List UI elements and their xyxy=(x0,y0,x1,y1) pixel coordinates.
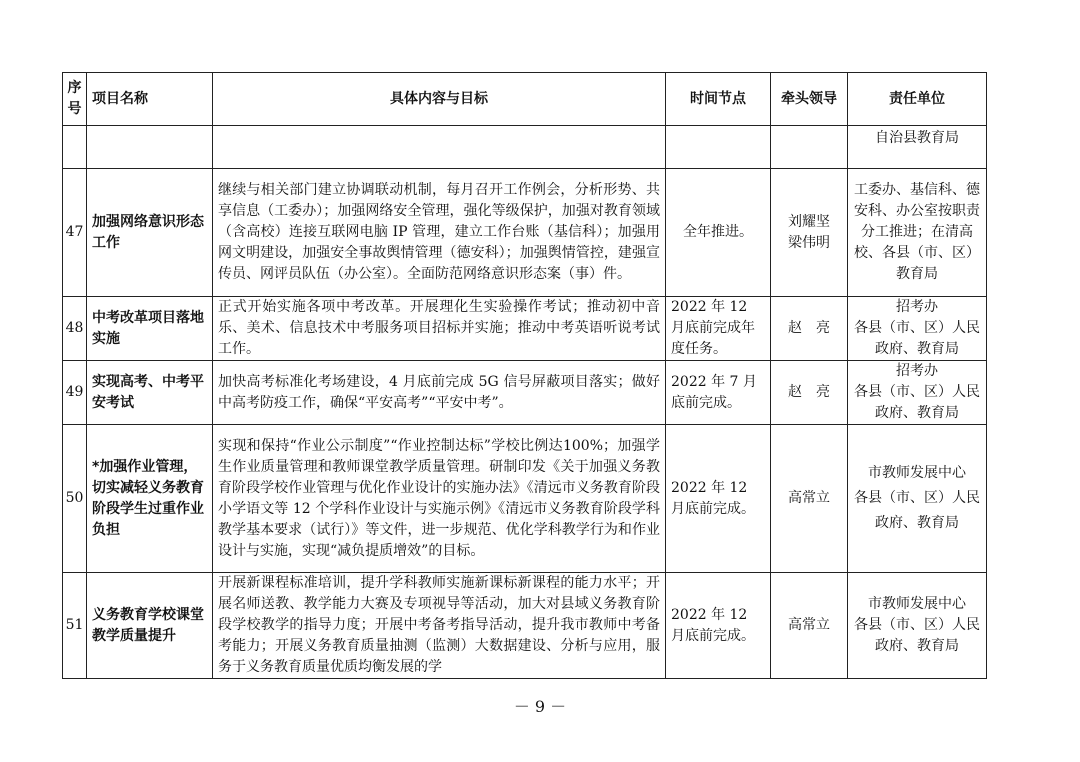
header-unit: 责任单位 xyxy=(848,73,987,126)
cell-time: 2022 年 12 月底前完成年度任务。 xyxy=(666,297,771,361)
cell-content: 继续与相关部门建立协调联动机制，每月召开工作例会，分析形势、共享信息（工委办）；加强网络安全管理，强化等级保护，加强对教育领域（含高校）连接互联网电脑 IP 管理，建立工作台账（基信科）；加强用网文明建设，加强安全事故舆情管理（德安科）；加强舆情管控，建强宣传员、网评员队伍（办公室）。全面防范网络意识形态案（事）件。 xyxy=(213,169,666,297)
cell-leader: 刘耀坚 梁伟明 xyxy=(771,169,848,297)
header-seq: 序号 xyxy=(63,73,87,126)
cell-content: 正式开始实施各项中考改革。开展理化生实验操作考试；推动初中音乐、美术、信息技术中考服务项目招标并实施；推动中考英语听说考试工作。 xyxy=(213,297,666,361)
cell-leader: 赵 亮 xyxy=(771,297,848,361)
header-leader: 牵头领导 xyxy=(771,73,848,126)
cell-empty xyxy=(63,126,87,169)
table-row xyxy=(63,425,987,573)
cell-unit: 自治县教育局 xyxy=(848,126,987,169)
header-time: 时间节点 xyxy=(666,73,771,126)
table-row-continued xyxy=(63,126,987,169)
cell-seq: 49 xyxy=(63,361,87,425)
cell-empty xyxy=(666,126,771,169)
cell-seq: 50 xyxy=(63,425,87,573)
cell-leader: 高常立 xyxy=(771,573,848,679)
header-content: 具体内容与目标 xyxy=(213,73,666,126)
cell-unit: 市教师发展中心 各县（市、区）人民政府、教育局 xyxy=(848,573,987,679)
cell-empty xyxy=(213,126,666,169)
work-plan-table xyxy=(62,72,987,679)
table-row xyxy=(63,361,987,425)
cell-empty xyxy=(87,126,213,169)
cell-project-name: 实现高考、中考平安考试 xyxy=(87,361,213,425)
cell-leader: 高常立 xyxy=(771,425,848,573)
cell-project-name: 加强网络意识形态工作 xyxy=(87,169,213,297)
cell-time: 2022 年 7 月底前完成。 xyxy=(666,361,771,425)
cell-seq: 47 xyxy=(63,169,87,297)
cell-time: 全年推进。 xyxy=(666,169,771,297)
cell-content: 实现和保持“作业公示制度”“作业控制达标”学校比例达100%；加强学生作业质量管理和教师课堂教学质量管理。研制印发《关于加强义务教育阶段学校作业管理与优化作业设计的实施办法》《清远市义务教育阶段小学语文等 12 个学科作业设计与实施示例》《清远市义务教育阶段学科教学基本要求（试行）》等文件，进一步规范、优化学科教学行为和作业设计与实施，实现“减负提质增效”的目标。 xyxy=(213,425,666,573)
cell-empty xyxy=(771,126,848,169)
header-row xyxy=(63,73,987,126)
cell-seq: 51 xyxy=(63,573,87,679)
cell-seq: 48 xyxy=(63,297,87,361)
cell-time: 2022 年 12 月底前完成。 xyxy=(666,573,771,679)
table-row xyxy=(63,297,987,361)
cell-project-name: 义务教育学校课堂教学质量提升 xyxy=(87,573,213,679)
header-project-name: 项目名称 xyxy=(87,73,213,126)
cell-project-name: 中考改革项目落地实施 xyxy=(87,297,213,361)
cell-unit: 招考办 各县（市、区）人民政府、教育局 xyxy=(848,297,987,361)
cell-unit: 市教师发展中心 各县（市、区）人民政府、教育局 xyxy=(848,425,987,573)
cell-unit: 招考办 各县（市、区）人民政府、教育局 xyxy=(848,361,987,425)
cell-time: 2022 年 12 月底前完成。 xyxy=(666,425,771,573)
cell-unit: 工委办、基信科、德安科、办公室按职责分工推进；在清高校、各县（市、区）教育局 xyxy=(848,169,987,297)
cell-content: 开展新课程标准培训，提升学科教师实施新课标新课程的能力水平；开展名师送教、教学能力大赛及专项视导等活动，加大对县域义务教育阶段学校教学的指导力度；开展中考备考指导活动，提升我市教师中考备考能力；开展义务教育质量抽测（监测）大数据建设、分析与应用，服务于义务教育质量优质均衡发展的学 xyxy=(213,573,666,679)
table-row xyxy=(63,169,987,297)
table-row xyxy=(63,573,987,679)
cell-project-name: *加强作业管理，切实减轻义务教育阶段学生过重作业负担 xyxy=(87,425,213,573)
cell-content: 加快高考标准化考场建设，4 月底前完成 5G 信号屏蔽项目落实；做好中高考防疫工作，确保“平安高考”“平安中考”。 xyxy=(213,361,666,425)
page-number: － 9 － xyxy=(513,697,567,716)
cell-leader: 赵 亮 xyxy=(771,361,848,425)
